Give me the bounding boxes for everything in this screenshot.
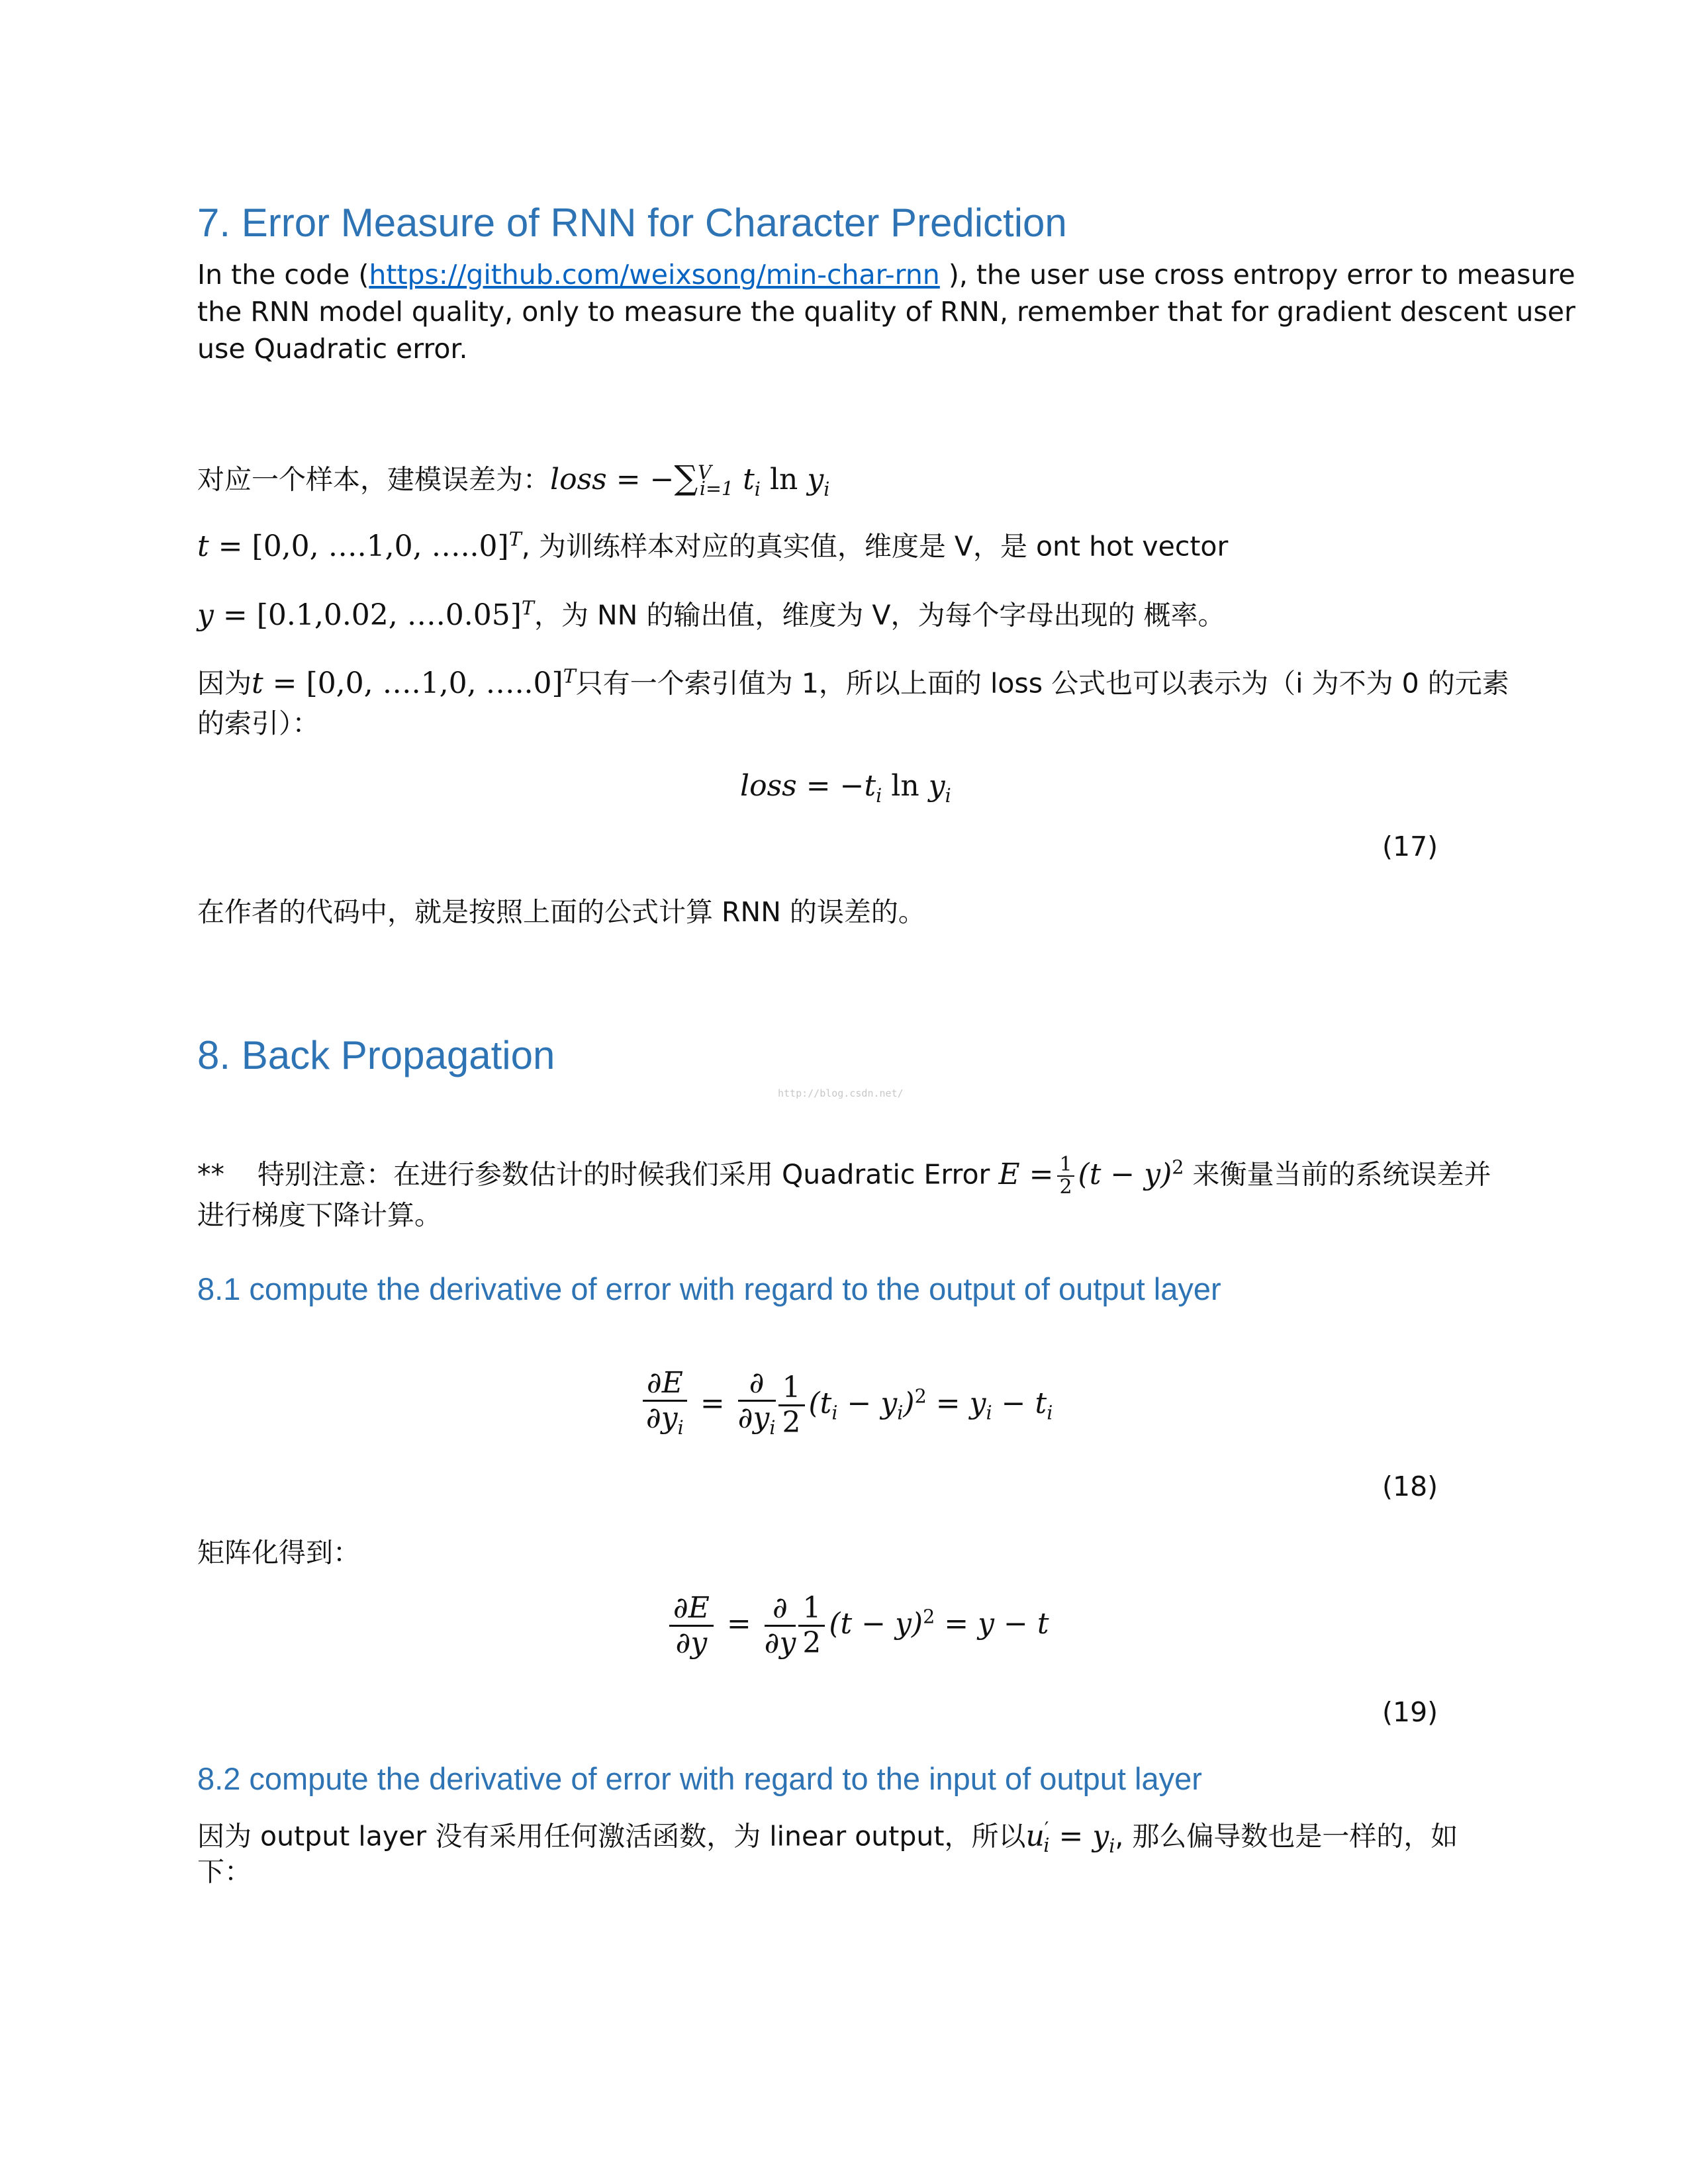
because-suffix: 只有一个索引值为 1，所以上面的 loss 公式也可以表示为（i 为不为 0 的元素 (575, 667, 1509, 700)
equation-19-number: (19) (1382, 1696, 1438, 1728)
equation-19: $\frac{\partial E}{\partial y}$ = $\frac{\partial}{\partial y}$ $\frac{1}{2}$ $(t - y)^2 = y - t$ (665, 1592, 1049, 1660)
section-8-heading: 8. Back Propagation (197, 1033, 555, 1077)
section-7-heading: 7. Error Measure of RNN for Character Prediction (197, 201, 1067, 245)
y-definition-line (197, 589, 1225, 634)
loss-label: 对应一个样本，建模误差为： (197, 463, 550, 496)
loss-definition-line (197, 453, 829, 507)
note-text: 特别注意：在进行参数估计的时候我们采用 Quadratic Error (258, 1158, 990, 1191)
matrix-label: 矩阵化得到： (197, 1537, 360, 1569)
t-definition-line (197, 520, 1228, 565)
closing-line: 在作者的代码中，就是按照上面的公式计算 RNN 的误差的。 (197, 896, 925, 928)
subsection-8-2-heading: 8.2 compute the derivative of error with regard to the input of output layer (197, 1761, 1202, 1796)
note-suffix: 来衡量当前的系统误差并 (1192, 1158, 1491, 1191)
u-equals-y-formula: $u'_i = y_i$ (1025, 1817, 1115, 1857)
because-line-1 (197, 657, 1509, 702)
subsection-8-1-heading: 8.1 compute the derivative of error with regard to the output of output layer (197, 1271, 1221, 1306)
intro-line-2: the RNN model quality, only to measure the quality of RNN, remember that for gradient descent user (197, 296, 1575, 328)
intro-line-1 (197, 256, 1575, 293)
intro-prefix: In the code ( (197, 259, 369, 291)
quadratic-error-formula: E = $\frac{1}{2}$ $(t - y)^2$ (998, 1153, 1184, 1199)
t-vector-formula-2: t = [0,0, ….1,0, …..0]$^T$ (252, 664, 576, 700)
y-definition-text: ，为 NN 的输出值，维度为 V，为每个字母出现的 概率。 (534, 599, 1225, 631)
sub2-prefix: 因为 output layer 没有采用任何激活函数，为 linear output，所以 (197, 1820, 1026, 1852)
because-line-2: 的索引）： (197, 707, 320, 739)
t-definition-text: , 为训练样本对应的真实值，维度是 V，是 ont hot vector (521, 530, 1229, 563)
sub2-suffix: , 那么偏导数也是一样的，如 (1115, 1820, 1458, 1852)
note-stars: ** (197, 1158, 224, 1191)
sub2-line-1 (197, 1810, 1458, 1864)
note-line-2: 进行梯度下降计算。 (197, 1199, 442, 1231)
loss-formula: loss = −∑$^V_{i=1}$ $t_i$ $\ln y_i$ (550, 458, 830, 500)
equation-17: loss = $-t_i$ $\ln y_i$ (740, 769, 951, 807)
y-vector-formula: y = [0.1,0.02, ….0.05]$^T$ (197, 596, 534, 632)
sub2-line-2: 下： (197, 1856, 252, 1888)
note-line-1 (197, 1148, 1491, 1198)
equation-18: $\frac{\partial E}{\partial y_i}$ = $\frac{\partial}{\partial y_i}$ $\frac{1}{2}$ $(t_i - y_i)^2 = y_i - t_i$ (639, 1367, 1053, 1444)
github-link[interactable]: https://github.com/weixsong/min-char-rnn (369, 259, 940, 291)
equation-18-number: (18) (1382, 1471, 1438, 1502)
t-vector-formula: t = [0,0, ….1,0, …..0]$^T$ (197, 527, 522, 563)
intro-suffix: ), the user use cross entropy error to measure (939, 259, 1575, 291)
intro-line-3: use Quadratic error. (197, 333, 468, 365)
because-prefix: 因为 (197, 667, 252, 700)
watermark: http://blog.csdn.net/ (778, 1087, 904, 1099)
equation-17-number: (17) (1382, 831, 1438, 862)
